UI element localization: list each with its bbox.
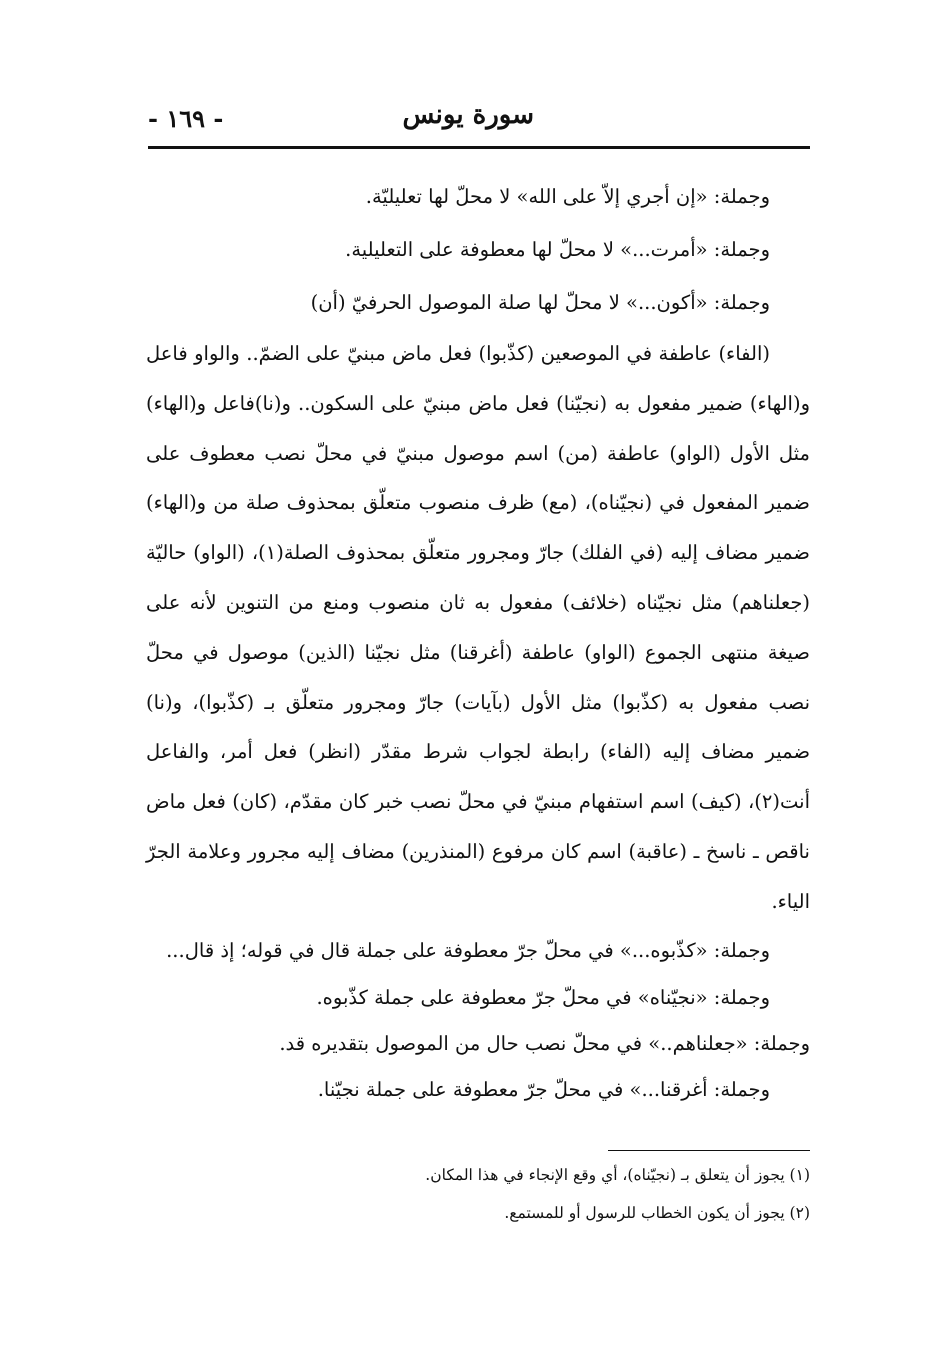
page-body (146, 170, 810, 1113)
page-number: - ١٦٩ - (148, 104, 224, 133)
sentence-line: وجملة: «إن أجري إلاّ على الله» لا محلّ لها تعليليّة. (365, 185, 770, 208)
page-header (148, 96, 810, 146)
sentence-paragraph: وجملة: «كذّبوه...» في محلّ جرّ معطوفة على جملة قال في قوله؛ إذ قال... (166, 938, 770, 962)
surah-title: سورة يونس (402, 100, 534, 130)
sentence-line: وجملة: «أكون...» لا محلّ لها صلة الموصول الحرفيّ (أن) (310, 291, 770, 314)
header-divider (148, 146, 810, 149)
sentence-line: وجملة: «نجيّناه» في محلّ جرّ معطوفة على جملة كذّبوه. (316, 985, 770, 1009)
sentence-line: وجملة: أغرقنا...» في محلّ جرّ معطوفة على جملة نجيّنا. (317, 1077, 770, 1101)
sentence-line: وجملة: «أمرت...» لا محلّ لها معطوفة على التعليلية. (345, 238, 770, 261)
footnote: (٢) يجوز أن يكون الخطاب للرسول أو للمستمع. (504, 1204, 810, 1222)
footnotes (146, 1156, 810, 1232)
sentence-line: وجملة: «جعلناهم..» في محلّ نصب حال من الموصول بتقديره قد. (279, 1031, 810, 1055)
footnote: (١) يجوز أن يتعلق بـ (نجيّناه)، أي وقع الإنجاء في هذا المكان. (425, 1166, 810, 1184)
footnote-divider (608, 1150, 810, 1151)
parsing-paragraph: (الفاء) عاطفة في الموصعين (كذّبوا) فعل ماض مبنيّ على الضمّ.. والواو فاعل و(الهاء) ضمير مفعول به (نجيّنا) فعل ماض مبنيّ على السكون.. و(نا)فاعل و(الهاء) مثل الأول (الواو) عاطفة (من) اسم موصول مبنيّ في محلّ نصب معطوف على ضمير المفعول في (نجيّناه)، (مع) ظرف منصوب متعلّق بمحذوف صلة من و(الهاء) ضمير مضاف إليه (في الفلك) جارّ ومجرور متعلّق بمحذوف الصلة(١)، (الواو) حاليّة (جعلناهم) مثل نجيّناه (خلائف) مفعول به ثان منصوب ومنع من التنوين لأنه على صيغة منتهى الجموع (الواو) عاطفة (أغرقنا) مثل نجيّنا (الذين) موصول في محلّ نصب مفعول به (كذّبوا) مثل الأول (بآيات) جارّ ومجرور متعلّق بـ (كذّبوا)، و(نا) ضمير مضاف إليه (الفاء) رابطة لجواب شرط مقدّر (انظر) فعل أمر، والفاعل أنت(٢)، (كيف) اسم استفهام مبنيّ في محلّ نصب خبر كان مقدّم، (كان) فعل ماض ناقص ـ ناسخ ـ (عاقبة) اسم كان مرفوع (المنذرين) مضاف إليه مجرور وعلامة الجرّ الياء. (146, 342, 811, 913)
